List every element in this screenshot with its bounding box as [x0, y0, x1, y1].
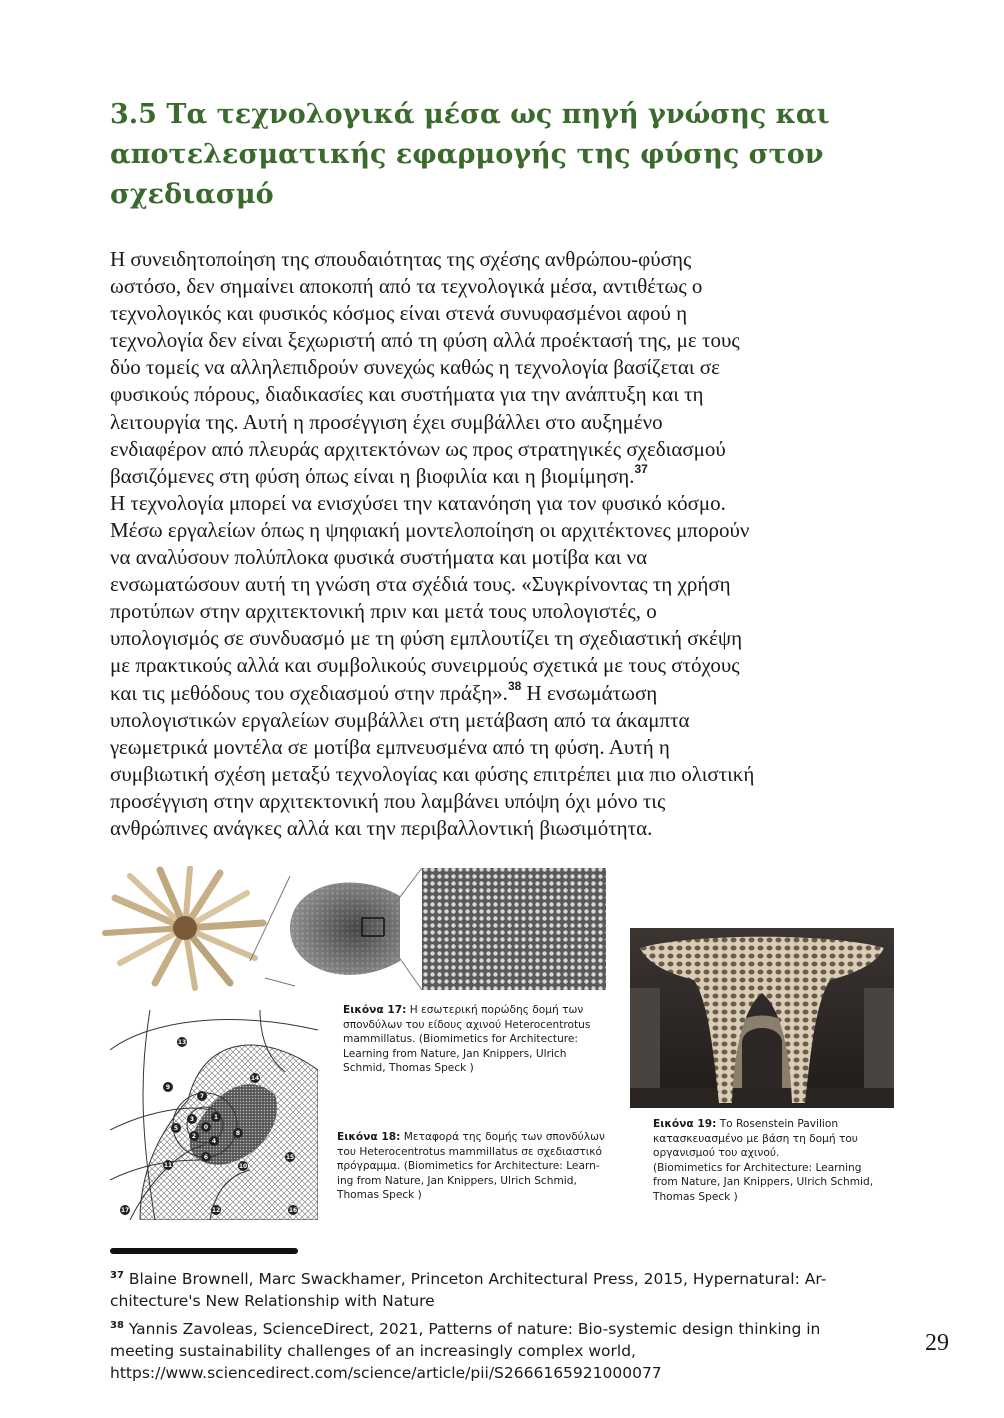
- svg-text:11: 11: [163, 1162, 173, 1169]
- footnote-separator: [110, 1248, 298, 1254]
- figure-18-caption: Εικόνα 18: Μεταφορά της δομής των σπονδύλων του Heterocentrotus mammillatus σε σχεδιαστικό πρόγραμμα. (Biomimetics for Architecture: Learn- ing from Nature, Jan Knippers, Ulrich Schmid, Thomas Speck ): [337, 1131, 605, 1202]
- figure-17-image: [100, 866, 608, 994]
- sea-urchin-photo: [105, 868, 263, 988]
- body-line: ανθρώπινες ανάγκες αλλά και την περιβαλλοντική βιωσιμότητα.: [110, 815, 653, 840]
- body-line: προσέγγιση στην αρχιτεκτονική που λαμβάνει υπόψη όχι μόνο τις: [110, 788, 666, 813]
- diagram-label-15: [285, 1152, 295, 1162]
- body-line: Μέσω εργαλείων όπως η ψηφιακή μοντελοποίηση οι αρχιτέκτονες μπορούν: [110, 517, 750, 542]
- diagram-label-8: [233, 1128, 243, 1138]
- body-line: [110, 463, 900, 490]
- svg-text:0: 0: [203, 1124, 209, 1131]
- body-line: τεχνολογία δεν είναι ξεχωριστή από τη φύση αλλά προέκτασή της, με τους: [110, 328, 740, 353]
- body-line: τεχνολογικός και φυσικός κόσμος είναι στενά συνυφασμένοι αφού η: [110, 301, 688, 326]
- diagram-label-14: [250, 1073, 260, 1083]
- figure-18-label: Εικόνα 18:: [337, 1131, 401, 1143]
- body-line-text: Η ενσωμάτωση: [521, 680, 658, 705]
- svg-text:13: 13: [177, 1039, 187, 1046]
- footnote-37: $^{37}$ Blaine Brownell, Marc Swackhamer, Princeton Architectural Press, 2015, Hypernatural: Ar- chitecture's New Relationship with Nature: [110, 1270, 827, 1310]
- heading-line: σχεδιασμό: [110, 179, 274, 210]
- body-line: γεωμετρικά μοντέλα σε μοτίβα εμπνευσμένα από τη φύση. Αυτή η: [110, 734, 670, 759]
- svg-text:17: 17: [120, 1207, 130, 1214]
- body-line-text: και τις μεθόδους του σχεδιασμού στην πράξη».: [110, 680, 508, 705]
- footnote-number: 37: [110, 1270, 124, 1281]
- svg-text:2: 2: [191, 1133, 197, 1140]
- diagram-label-16: [288, 1205, 298, 1215]
- svg-text:7: 7: [199, 1093, 205, 1100]
- diagram-label-5: [171, 1123, 181, 1133]
- body-line-text: βασιζόμενες στη φύση όπως είναι η βιοφιλία και η βιομίμηση.: [110, 463, 635, 488]
- diagram-label-12: [211, 1205, 221, 1215]
- diagram-label-7: [197, 1091, 207, 1101]
- footnote-ref-38[interactable]: 38: [507, 678, 522, 693]
- section-heading: [110, 95, 870, 215]
- svg-text:6: 6: [203, 1154, 209, 1161]
- svg-text:3: 3: [189, 1116, 195, 1123]
- body-line: δύο τομείς να αλληλεπιδρούν συνεχώς καθώς η τεχνολογία βασίζεται σε: [110, 355, 720, 380]
- heading-line: αποτελεσματικής εφαρμογής της φύσης στον: [110, 139, 824, 170]
- figure-17-label: Εικόνα 17:: [343, 1004, 407, 1016]
- footnote-38: $^{38}$ Yannis Zavoleas, ScienceDirect, 2021, Patterns of nature: Bio-systemic design thinking in meeting sustainability challenges of an increasingly complex world, https://www.sciencedirect.com/science/article/pii/S2666165921000077: [110, 1318, 910, 1384]
- figure-19-label: Εικόνα 19:: [653, 1118, 717, 1130]
- body-line: υπολογισμός σε συνδυασμό με τη φύση εμπλουτίζει τη σχεδιαστική σκέψη: [110, 626, 743, 651]
- svg-text:8: 8: [235, 1130, 241, 1137]
- body-line: υπολογιστικών εργαλείων συμβάλλει στη μετάβαση από τα άκαμπτα: [110, 707, 690, 732]
- diagram-label-13: [177, 1037, 187, 1047]
- diagram-label-2: [189, 1131, 199, 1141]
- footnote-ref-37[interactable]: 37: [634, 461, 648, 476]
- figure-18-diagram: [110, 1010, 318, 1220]
- body-line: ενσωματώσουν αυτή τη γνώση στα σχέδιά τους. «Συγκρίνοντας τη χρήση: [110, 572, 731, 597]
- body-line: Η συνειδητοποίηση της σπουδαιότητας της σχέσης ανθρώπου-φύσης: [110, 247, 692, 271]
- porous-microstructure: [422, 868, 606, 990]
- footnote-number: 38: [110, 1320, 124, 1331]
- footnotes: [110, 1268, 910, 1390]
- svg-text:5: 5: [173, 1125, 179, 1132]
- svg-text:10: 10: [238, 1163, 248, 1170]
- body-line: ενδιαφέρον από πλευράς αρχιτεκτόνων ως προς στρατηγικές σχεδιασμού: [110, 436, 726, 461]
- diagram-label-1: [211, 1112, 221, 1122]
- heading-line: 3.5 Τα τεχνολογικά μέσα ως πηγή γνώσης και: [110, 99, 830, 130]
- body-line: ωστόσο, δεν σημαίνει αποκοπή από τα τεχνολογικά μέσα, αντιθέτως ο: [110, 274, 703, 299]
- diagram-label-10: [238, 1161, 248, 1171]
- svg-text:4: 4: [211, 1138, 217, 1145]
- body-line: προτύπων στην αρχιτεκτονική πριν και μετά τους υπολογιστές, ο: [110, 599, 657, 624]
- diagram-label-4: [209, 1136, 219, 1146]
- body-line: να αναλύσουν πολύπλοκα φυσικά συστήματα και μοτίβα και να: [110, 545, 648, 570]
- footnote-url-link[interactable]: https://www.sciencedirect.com/science/article/pii/S2666165921000077: [110, 1364, 662, 1382]
- figure-19-caption: Εικόνα 19: Το Rosenstein Pavilion κατασκευασμένο με βάση τη δομή του οργανισμού του αχινού. (Biomimetics for Architecture: Learning from Nature, Jan Knippers, Ulrich Schmid, Thomas Speck ): [653, 1118, 874, 1203]
- body-line: Η τεχνολογία μπορεί να ενισχύσει την κατανόηση για τον φυσικό κόσμο.: [110, 490, 726, 515]
- body-paragraphs: [110, 246, 900, 842]
- body-line: φυσικούς πόρους, διαδικασίες και συστήματα για την ανάπτυξη και τη: [110, 382, 704, 407]
- svg-text:15: 15: [285, 1154, 295, 1161]
- page-number: 29: [925, 1330, 949, 1356]
- svg-text:16: 16: [288, 1207, 298, 1214]
- body-line: με πρακτικούς αλλά και συμβολικούς συνειρμούς σχετικά με τους στόχους: [110, 653, 740, 678]
- body-line: συμβιωτική σχέση μεταξύ τεχνολογίας και φύσης επιτρέπει μια πιο ολιστική: [110, 761, 755, 786]
- diagram-label-0: [201, 1122, 211, 1132]
- body-line: λειτουργία της. Αυτή η προσέγγιση έχει συμβάλλει στο αυξημένο: [110, 409, 663, 434]
- figure-19-photo: [630, 928, 894, 1108]
- body-line: [110, 680, 900, 707]
- diagram-label-17: [120, 1205, 130, 1215]
- svg-text:1: 1: [213, 1114, 219, 1121]
- diagram-label-6: [201, 1152, 211, 1162]
- diagram-label-11: [163, 1160, 173, 1170]
- diagram-label-9: [163, 1082, 173, 1092]
- figure-17-caption: Εικόνα 17: Η εσωτερική πορώδης δομή των σπονδύλων του είδους αχινού Heterocentrotus mammillatus. (Biomimetics for Architecture: Learning from Nature, Jan Knippers, Ulrich Schmid, Thomas Speck ): [343, 1004, 591, 1075]
- svg-text:12: 12: [211, 1207, 221, 1214]
- svg-text:14: 14: [250, 1075, 260, 1082]
- diagram-label-3: [187, 1114, 197, 1124]
- spine-cross-section: [290, 883, 400, 975]
- svg-text:9: 9: [165, 1084, 171, 1091]
